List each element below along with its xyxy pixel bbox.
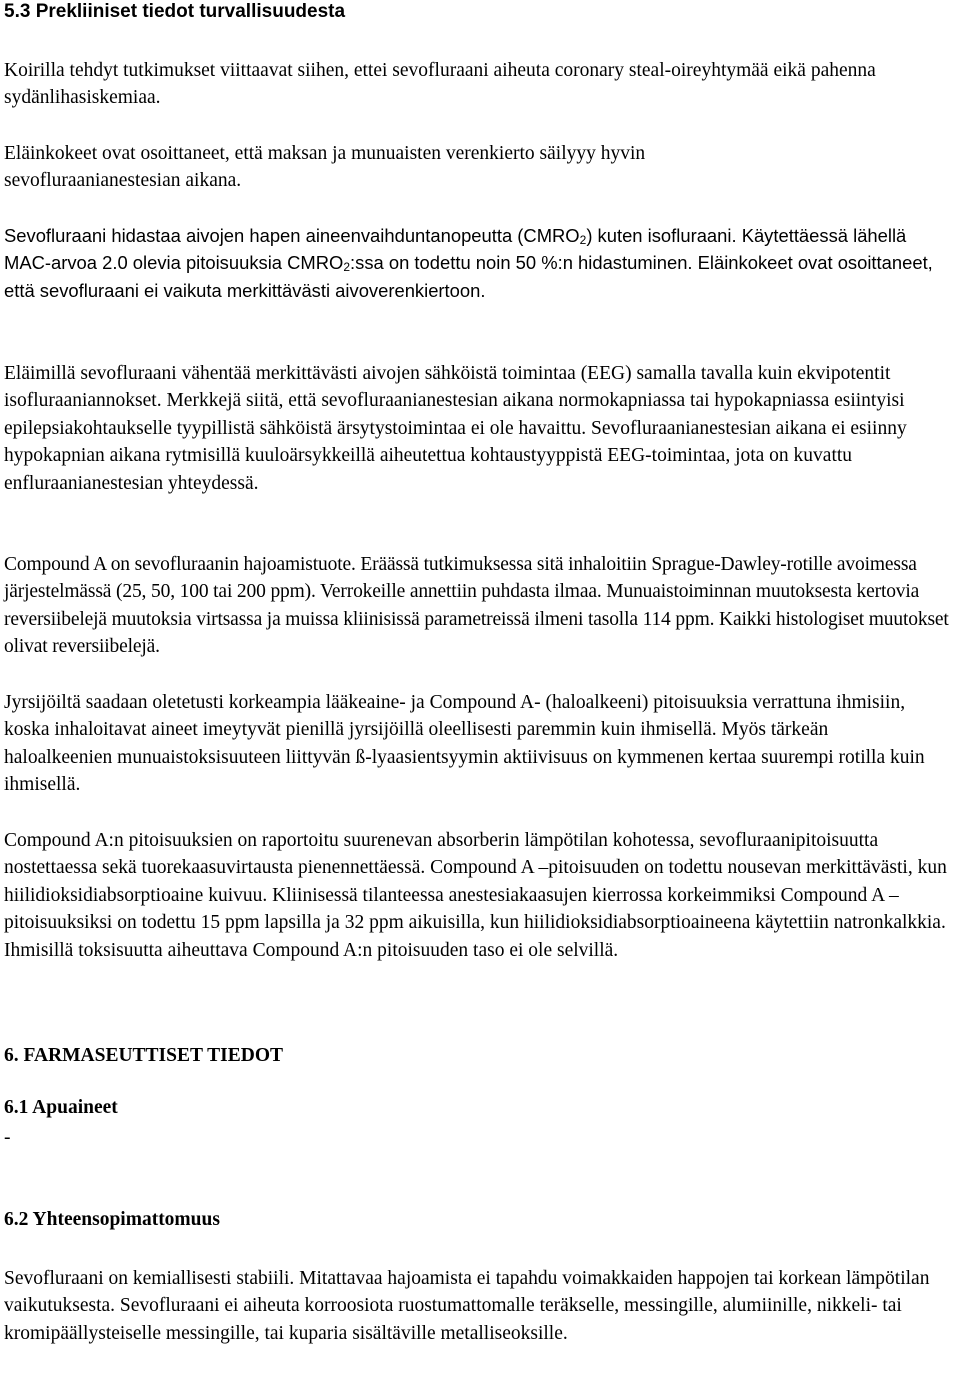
cmro2-text-d: Eläinkokeet ovat osoittaneet, että sevofluraani ei vaikuta merkittävästi aivoverenkiertoon. — [4, 252, 933, 301]
cmro2-subscript-2: 2 — [343, 260, 351, 275]
paragraph-cmro2 — [4, 222, 958, 304]
cmro2-text-a: Sevofluraani hidastaa aivojen hapen aineenvaihduntanopeutta (CMRO — [4, 225, 580, 246]
section-heading-6-2: 6.2 Yhteensopimattomuus — [4, 1209, 220, 1230]
paragraph-incompatibilities: Sevofluraani on kemiallisesti stabiili. Mitattavaa hajoamista ei tapahdu voimakkaiden happojen tai korkean lämpötilan vaikutuksesta. Sevofluraani ei aiheuta korroosiota ruostumattomalle teräkselle, messingille, alumiinille, nikkeli- tai kromipäällysteiselle messingille, tai kuparia sisältäville metalliseoksille. — [4, 1268, 930, 1344]
paragraph-rodents: Jyrsijöiltä saadaan oletetusti korkeampia lääkeaine- ja Compound A- (haloalkeeni) pitoisuuksia verrattuna ihmisiin, koska inhaloitavat aineet imeytyvät pienillä jyrsijöillä oleellisesti paremmin kuin ihmisellä. Myös tärkeän haloalkeenien munuaistoksisuuteen liittyvän ß-lyaasientsyymin aktiivisuus on kymmenen kertaa suurempi rotilla kuin ihmisellä. — [4, 692, 925, 796]
cmro2-text-c: :ssa on todettu noin 50 %:n hidastuminen. — [350, 252, 693, 274]
section-heading-5-3: 5.3 Prekliiniset tiedot turvallisuudesta — [4, 1, 346, 22]
section-heading-6-1: 6.1 Apuaineet — [4, 1097, 118, 1118]
paragraph-compound-a-levels: Compound A:n pitoisuuksien on raportoitu suurenevan absorberin lämpötilan kohotessa, sevofluraanipitoisuutta nostettaessa sekä tuorekaasuvirtausta pienennettäessä. Compound A –pitoisuuden on todettu nousevan merkittävästi, kun hiilidioksidiabsorptioaine kuivuu. Kliinisessä tilanteessa anestesiakaasujen kierrossa korkeimmiksi Compound A –pitoisuuksiksi on todettu 15 ppm lapsilla ja 32 ppm aikuisilla, kun hiilidioksidiabsorptioaineena käytettiin natronkalkkia. Ihmisillä toksisuutta aiheuttava Compound A:n pitoisuuden taso ei ole selvillä. — [4, 830, 947, 961]
paragraph-compound-a: Compound A on sevofluraanin hajoamistuote. Eräässä tutkimuksessa sitä inhaloitiin Sprague-Dawley-rotille avoimessa järjestelmässä (25, 50, 100 tai 200 ppm). Verrokeille annettiin puhdasta ilmaa. Munuaistoiminnan muutoksesta kertovia reversiibelejä muutoksia virtsassa ja muissa kliinisissä parametreissä ilmeni tasolla 114 ppm. Kaikki histologiset muutokset olivat reversiibelejä. — [4, 554, 949, 658]
paragraph-dogs: Koirilla tehdyt tutkimukset viittaavat siihen, ettei sevofluraani aiheuta coronary steal-oireyhtymää eikä pahenna sydänlihasiskemiaa. — [4, 60, 876, 109]
excipients-value: - — [4, 1127, 11, 1148]
cmro2-subscript-1: 2 — [579, 233, 587, 247]
section-heading-6: 6. FARMASEUTTISET TIEDOT — [4, 1045, 284, 1066]
cmro2-text-b: ) kuten isofluraani. Käytettäessä lähellä MAC-arvoa 2.0 olevia pitoisuuksia CMRO — [4, 225, 907, 274]
paragraph-liver-kidney: Eläinkokeet ovat osoittaneet, että maksan ja munuaisten verenkierto säilyyy hyvin sevofluraanianestesian aikana. — [4, 143, 646, 192]
paragraph-eeg: Eläimillä sevofluraani vähentää merkittävästi aivojen sähköistä toimintaa (EEG) samalla tavalla kuin ekvipotentit isofluraaniannokset. Merkkejä siitä, että sevofluraanianestesian aikana normokapniassa tai hypokapniassa esiintyisi epilepsiakohtaukselle tyypillistä sähköistä ärsytystoimintaa ei ole havaittu. Sevofluraanianestesian aikana ei esiinny hypokapnian aikana rytmisillä kuuloärsykkeillä aiheutettua kohtaustyyppistä EEG-toimintaa, jota on kuvattu enfluraanianestesian yhteydessä. — [4, 363, 907, 494]
